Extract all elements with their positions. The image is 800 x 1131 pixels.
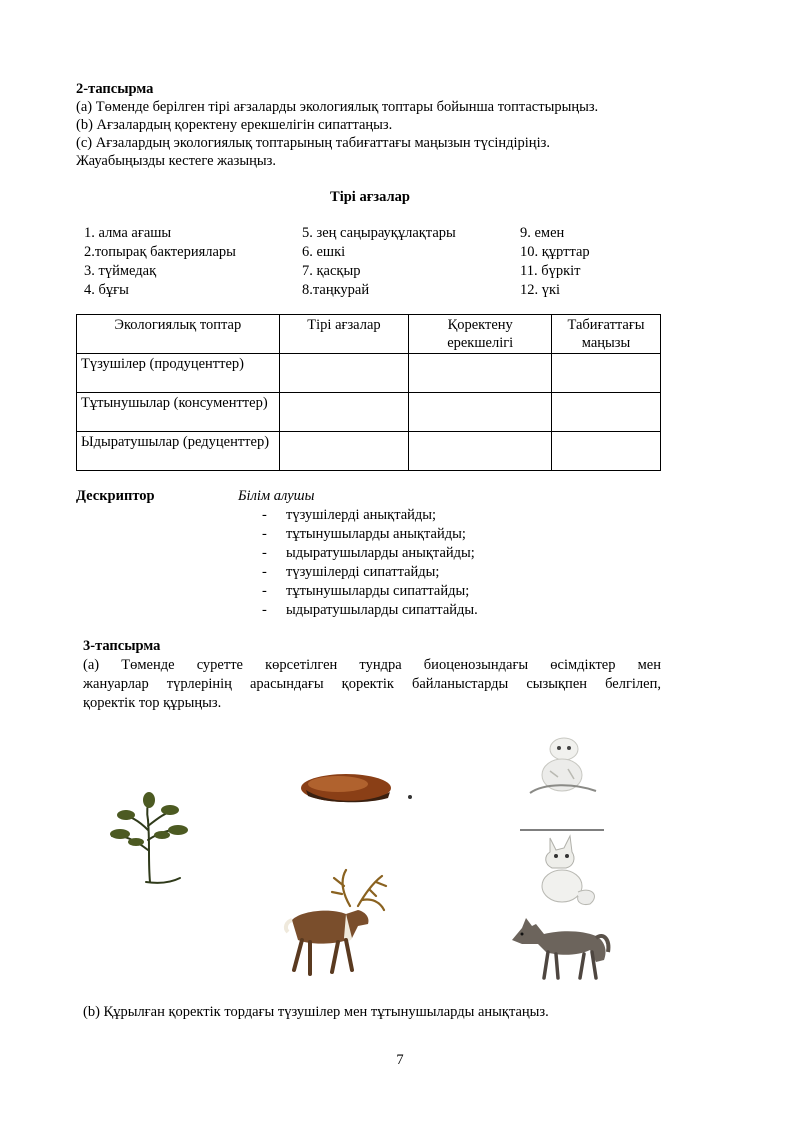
task3-part-a-line: (a) Төменде суретте көрсетілген тундра биоценозындағы өсімдіктер мен [83,657,661,673]
descriptor-item: - тұтынушыларды анықтайды; [262,526,466,542]
descriptor-intro: Білім алушы [238,488,315,504]
table-cell: Тұтынушылар (консументтер) [77,393,280,432]
task2-line-c: (c) Ағзалардың экологиялық топтарының табиғаттағы маңызын түсіндіріңіз. [76,135,550,151]
organism-item: 10. құрттар [520,244,590,260]
table-cell-empty[interactable] [552,432,661,471]
task3-title: 3-тапсырма [83,638,161,654]
table-cell: Түзушілер (продуценттер) [77,354,280,393]
descriptor-item: - түзушілерді анықтайды; [262,507,437,523]
table-header: Тірі ағзалар [279,315,409,354]
table-cell-empty[interactable] [409,393,552,432]
descriptor-label: Дескриптор [76,488,155,504]
organisms-title: Тірі ағзалар [330,189,410,205]
organism-item: 9. емен [520,225,565,241]
table-cell: Ыдыратушылар (редуценттер) [77,432,280,471]
page-number: 7 [396,1052,404,1068]
table-cell-empty[interactable] [409,354,552,393]
task2-line-a: (a) Төменде берілген тірі ағзаларды экологиялық топтары бойынша топтастырыңыз. [76,99,599,115]
table-header: Қоректену ерекшелігі [409,315,552,354]
reindeer-image [262,866,394,982]
task2-line-b: (b) Ағзалардың қоректену ерекшелігін сипаттаңыз. [76,117,393,133]
owl-image [524,733,600,797]
descriptor-item: - ыдыратушыларды сипаттайды. [262,602,478,618]
organism-item: 3. түймедақ [84,263,157,279]
task3-part-a-line: жануарлар түрлерінің арасындағы қоректік байланыстарды сызықпен белгілеп, [83,676,661,692]
descriptor-item: - тұтынушыларды сипаттайды; [262,583,470,599]
organism-item: 2.топырақ бактериялары [84,244,236,260]
table-cell-empty[interactable] [279,432,409,471]
table-row [77,393,661,432]
table-cell-empty[interactable] [552,354,661,393]
organism-item: 11. бүркіт [520,263,581,279]
table-row [77,354,661,393]
organism-item: 4. бұғы [84,282,129,298]
task2-title: 2-тапсырма [76,81,154,97]
table-row [77,432,661,471]
organism-item: 8.таңкурай [302,282,370,298]
table-cell-empty[interactable] [279,354,409,393]
table-header: Табиғаттағы маңызы [552,315,661,354]
table-cell-empty[interactable] [409,432,552,471]
table-header: Экологиялық топтар [77,315,280,354]
organism-item: 12. үкі [520,282,561,298]
organism-item: 6. ешкі [302,244,346,260]
table-cell-empty[interactable] [279,393,409,432]
arctic-fox-image [520,826,604,910]
lemming-image [298,770,418,806]
ecological-groups-table [76,314,661,471]
descriptor-item: - түзушілерді сипаттайды; [262,564,440,580]
descriptor-item: - ыдыратушыларды анықтайды; [262,545,475,561]
task3-part-b: (b) Құрылған қоректік тордағы түзушілер мен тұтынушыларды анықтаңыз. [83,1004,549,1020]
task2-answer-instruction: Жауабыңызды кестеге жазыңыз. [76,153,276,169]
organism-item: 1. алма ағашы [84,225,172,241]
wolf-image [508,912,612,984]
task3-part-a-line: қоректік тор құрыңыз. [83,695,222,711]
organism-item: 7. қасқыр [302,263,361,279]
organism-item: 5. зең саңырауқұлақтары [302,225,456,241]
table-cell-empty[interactable] [552,393,661,432]
plant-image [100,790,196,886]
